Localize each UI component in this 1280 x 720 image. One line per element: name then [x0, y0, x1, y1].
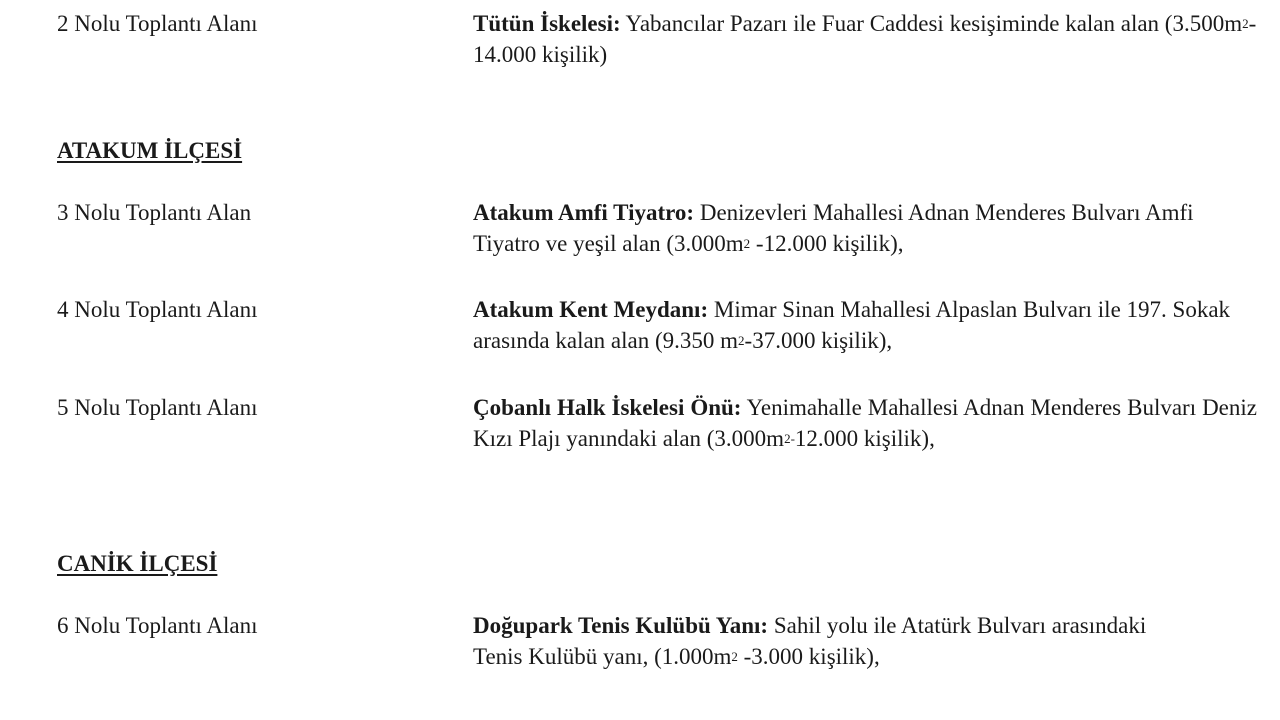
description-text: -12.000 kişilik),: [750, 231, 904, 256]
superscript: 2-: [784, 431, 795, 446]
venue-name: Atakum Kent Meydanı:: [473, 297, 709, 322]
venue-name: Doğupark Tenis Kulübü Yanı:: [473, 613, 769, 638]
venue-name: Atakum Amfi Tiyatro:: [473, 200, 695, 225]
venue-name: Tütün İskelesi:: [473, 11, 621, 36]
item-label: 2 Nolu Toplantı Alanı: [57, 11, 258, 36]
item-label: 3 Nolu Toplantı Alan: [57, 200, 252, 225]
description-text: -37.000 kişilik),: [744, 328, 893, 353]
description-text: -14.000 kişilik): [473, 11, 1257, 67]
description-text: -3.000 kişilik),: [737, 644, 880, 669]
description-text: Mimar Sinan Mahallesi Alpaslan Bulvarı ile 197. Sokak arasında kalan alan (9.350 m: [473, 297, 1231, 353]
superscript: 2: [1242, 16, 1249, 31]
venue-name: Çobanlı Halk İskelesi Önü:: [473, 395, 742, 420]
section-heading-canik: CANİK İLÇESİ: [57, 551, 218, 576]
superscript: 2: [731, 649, 738, 664]
description-text: Yenimahalle Mahallesi Adnan Menderes Bulvarı Deniz Kızı Plajı yanındaki alan (3.000m: [473, 395, 1257, 451]
item-description: [473, 8, 1257, 70]
item-label: 5 Nolu Toplantı Alanı: [57, 395, 258, 420]
item-description: [473, 392, 1257, 454]
item-label: 4 Nolu Toplantı Alanı: [57, 297, 258, 322]
item-description: [473, 294, 1257, 356]
item-description: [473, 610, 1193, 672]
item-label: 6 Nolu Toplantı Alanı: [57, 613, 258, 638]
item-description: [473, 197, 1213, 259]
description-text: 12.000 kişilik),: [794, 426, 935, 451]
description-text: Yabancılar Pazarı ile Fuar Caddesi kesişiminde kalan alan (3.500m: [620, 11, 1243, 36]
description-text: Denizevleri Mahallesi Adnan Menderes Bulvarı Amfi Tiyatro ve yeşil alan (3.000m: [473, 200, 1194, 256]
section-heading-atakum: ATAKUM İLÇESİ: [57, 138, 243, 163]
superscript: 2: [743, 236, 751, 251]
description-text: Sahil yolu ile Atatürk Bulvarı arasındaki Tenis Kulübü yanı, (1.000m: [473, 613, 1147, 669]
superscript: 2: [738, 333, 745, 348]
